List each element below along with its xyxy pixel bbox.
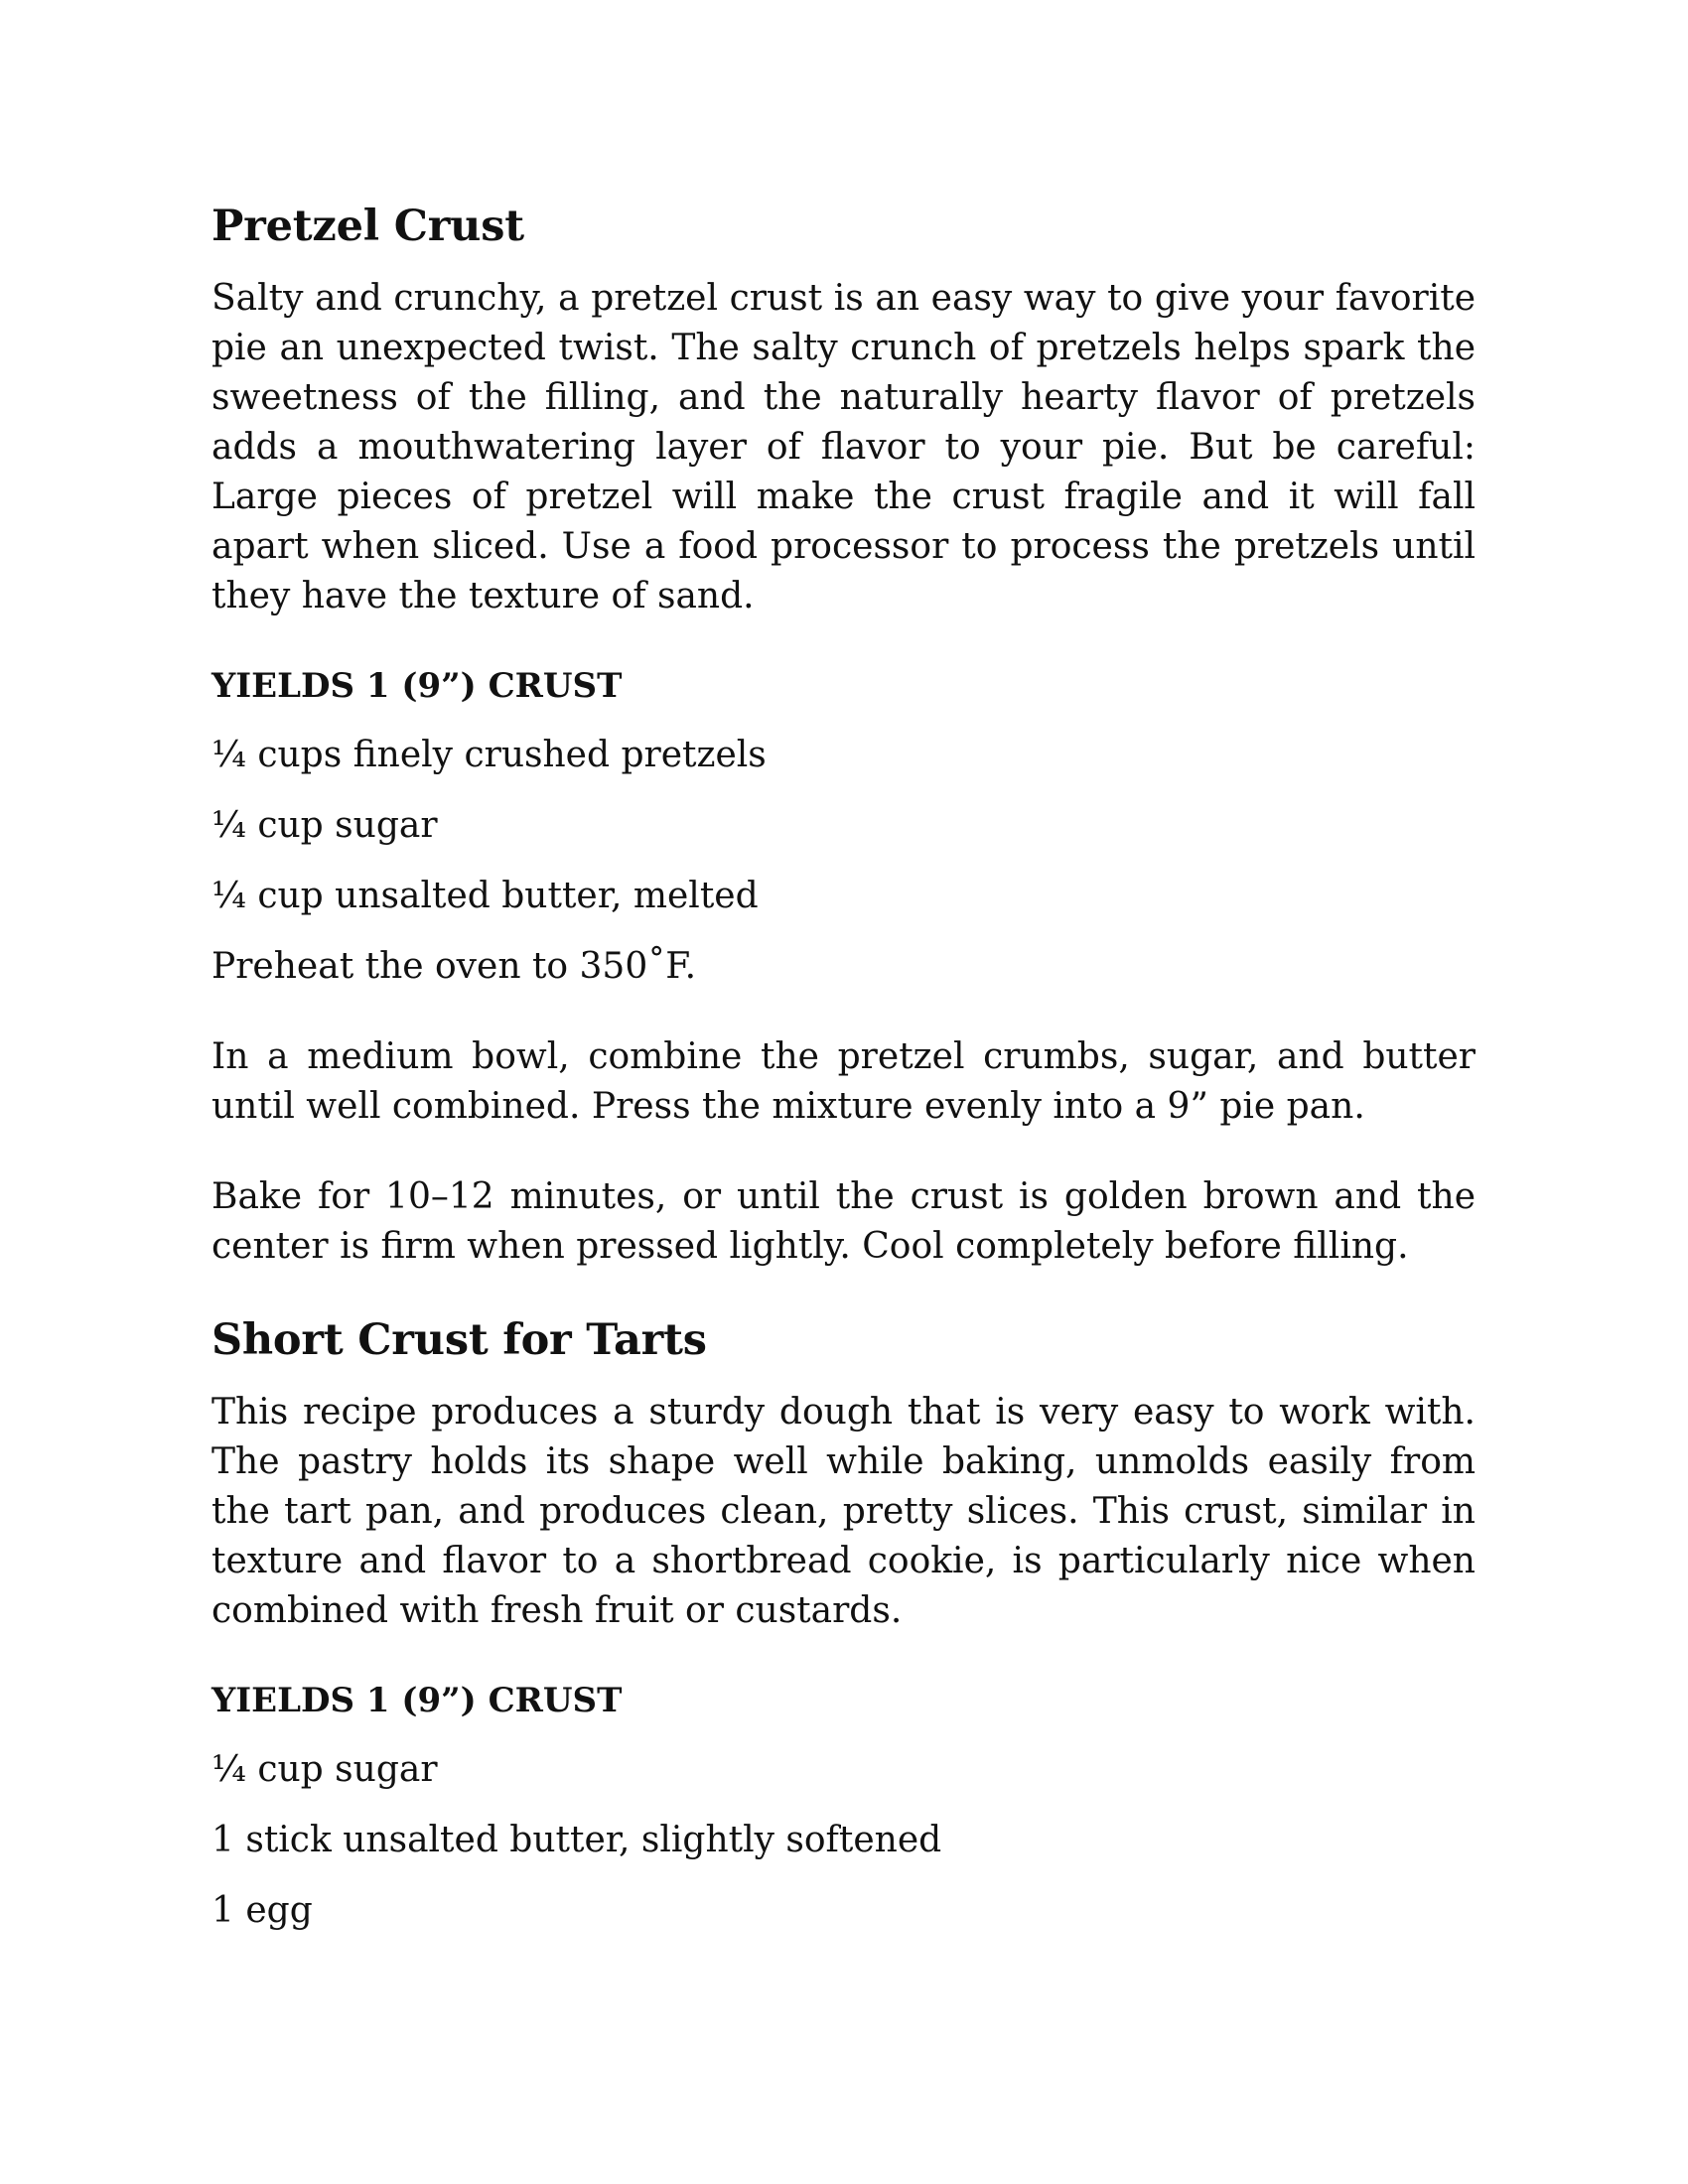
ingredient-item: ¼ cup sugar [211,1749,438,1790]
recipe-pretzel-crust [211,199,1476,1272]
ingredient-item: ¼ cup unsalted butter, melted [211,876,759,916]
ingredient-item: ¼ cups finely crushed pretzels [211,735,767,775]
ingredient-item: ¼ cup sugar [211,805,438,846]
recipe-intro: This recipe produces a sturdy dough that is very easy to work with. The pastry holds its shape well while baking, unmolds easily from the tart pan, and produces clean, pretty slices. This crust, similar in texture and flavor to a shortbread cookie, is particularly nice when combined with fresh fruit or custards. [211,1392,1476,1631]
recipe-intro: Salty and crunchy, a pretzel crust is an easy way to give your favorite pie an unexpected twist. The salty crunch of pretzels helps spark the sweetness of the filling, and the naturally hearty flavor of pretzels adds a mouthwatering layer of flavor to your pie. But be careful: Large pieces of pretzel will make the crust fragile and it will fall apart when sliced. Use a food processor to process the pretzels until they have the texture of sand. [211,278,1476,616]
ingredient-item: 1 stick unsalted butter, slightly softened [211,1820,942,1860]
page-content [211,199,1476,1957]
recipe-yield: YIELDS 1 (9”) CRUST [211,1681,623,1720]
instruction-step: Preheat the oven to 350˚F. [211,946,697,987]
instruction-step: Bake for 10–12 minutes, or until the crust is golden brown and the center is firm when pressed lightly. Cool completely before filling. [211,1176,1476,1267]
instruction-list [211,942,1476,1272]
recipe-short-crust-for-tarts [211,1312,1476,1936]
recipe-title: Short Crust for Tarts [211,1315,707,1365]
ingredient-list [211,731,1476,921]
recipe-yield: YIELDS 1 (9”) CRUST [211,666,623,706]
recipe-title: Pretzel Crust [211,202,524,251]
instruction-step: In a medium bowl, combine the pretzel crumbs, sugar, and butter until well combined. Press the mixture evenly into a 9” pie pan. [211,1036,1476,1127]
ingredient-list [211,1745,1476,1936]
ingredient-item: 1 egg [211,1890,313,1931]
